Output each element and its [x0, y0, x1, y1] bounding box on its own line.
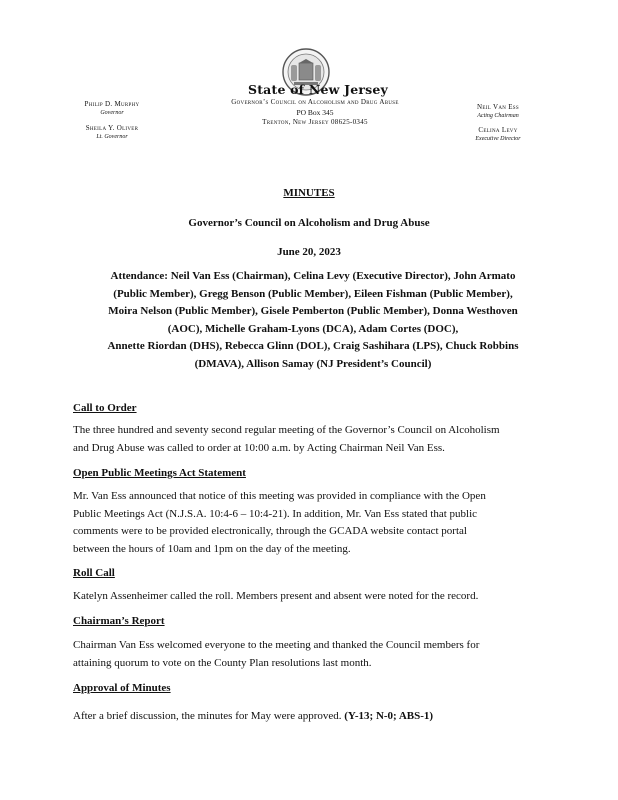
vote-tally: (Y-13; N-0; ABS-1) — [344, 710, 434, 722]
council-name: Governor’s Council on Alcoholism and Drug Abuse — [231, 98, 399, 106]
document-title: MINUTES — [283, 187, 335, 199]
paragraph-line: Public Meetings Act (N.J.S.A. 10:4-6 – 10:4-21). In addition, Mr. Van Ess stated that public — [73, 507, 478, 520]
chairmans-report-text — [73, 637, 551, 672]
director-block — [438, 126, 558, 143]
director-role: Executive Director — [475, 136, 521, 142]
paragraph-line: The three hundred and seventy second regular meeting of the Governor’s Council on Alcoholism — [73, 424, 500, 436]
paragraph-line: Katelyn Assenheimer called the roll. Members present and absent were noted for the record. — [73, 590, 479, 602]
paragraph-line: between the hours of 10am and 1pm on the day of the meeting. — [73, 542, 351, 555]
paragraph-line: comments were to be provided electronically, through the GCADA website contact portal — [73, 525, 467, 537]
po-box: PO Box 345 — [296, 108, 334, 117]
city-address: Trenton, New Jersey 08625-0345 — [262, 118, 368, 126]
call-to-order-text — [73, 422, 551, 457]
chairman-role: Acting Chairman — [477, 113, 519, 119]
paragraph-line: Chairman Van Ess welcomed everyone to the meeting and thanked the Council members for — [73, 639, 480, 651]
document-subtitle: Governor’s Council on Alcoholism and Drug Abuse — [188, 217, 430, 229]
attendance-line: Moira Nelson (Public Member), Gisele Pemberton (Public Member), Donna Westhoven — [108, 305, 518, 318]
chairman-block — [438, 103, 558, 120]
paragraph-line: attaining quorum to vote on the County Plan resolutions last month. — [73, 656, 372, 669]
paragraph-line: Mr. Van Ess announced that notice of this meeting was provided in compliance with the Open — [73, 490, 486, 502]
attendance-line: Annette Riordan (DHS), Rebecca Glinn (DOL), Craig Sashihara (LPS), Chuck Robbins — [107, 340, 519, 353]
opma-heading: Open Public Meetings Act Statement — [73, 467, 246, 479]
lt-governor-role: Lt. Governor — [96, 134, 128, 140]
chairmans-report-heading: Chairman’s Report — [73, 615, 165, 627]
attendance-line: (AOC), Michelle Graham-Lyons (DCA), Adam Cortes (DOC), — [167, 322, 459, 335]
governor-name: Philip D. Murphy — [84, 100, 140, 108]
governor-role: Governor — [100, 110, 124, 116]
roll-call-heading: Roll Call — [73, 567, 115, 579]
director-name: Celina Levy — [478, 126, 518, 134]
call-to-order-heading: Call to Order — [73, 402, 137, 414]
attendance-line: (Public Member), Gregg Benson (Public Member), Eileen Fishman (Public Member), — [113, 287, 513, 300]
state-title: State of New Jersey — [247, 82, 389, 97]
governor-block — [52, 100, 172, 117]
opma-text — [73, 488, 551, 558]
attendance-line: Attendance: Neil Van Ess (Chairman), Celina Levy (Executive Director), John Armato — [110, 270, 516, 282]
attendance-line: (DMAVA), Allison Samay (NJ President’s Council) — [194, 357, 432, 370]
attendance-list — [78, 268, 548, 374]
meeting-date: June 20, 2023 — [277, 246, 341, 258]
approval-heading: Approval of Minutes — [73, 682, 171, 694]
roll-call-text — [73, 588, 551, 606]
lt-governor-name: Sheila Y. Oliver — [85, 124, 139, 132]
lt-governor-block — [52, 124, 172, 141]
chairman-name: Neil Van Ess — [477, 103, 519, 111]
approval-sentence: After a brief discussion, the minutes for May were approved. — [73, 710, 345, 722]
approval-text — [73, 708, 551, 726]
paragraph-line: and Drug Abuse was called to order at 10:00 a.m. by Acting Chairman Neil Van Ess. — [73, 441, 445, 454]
